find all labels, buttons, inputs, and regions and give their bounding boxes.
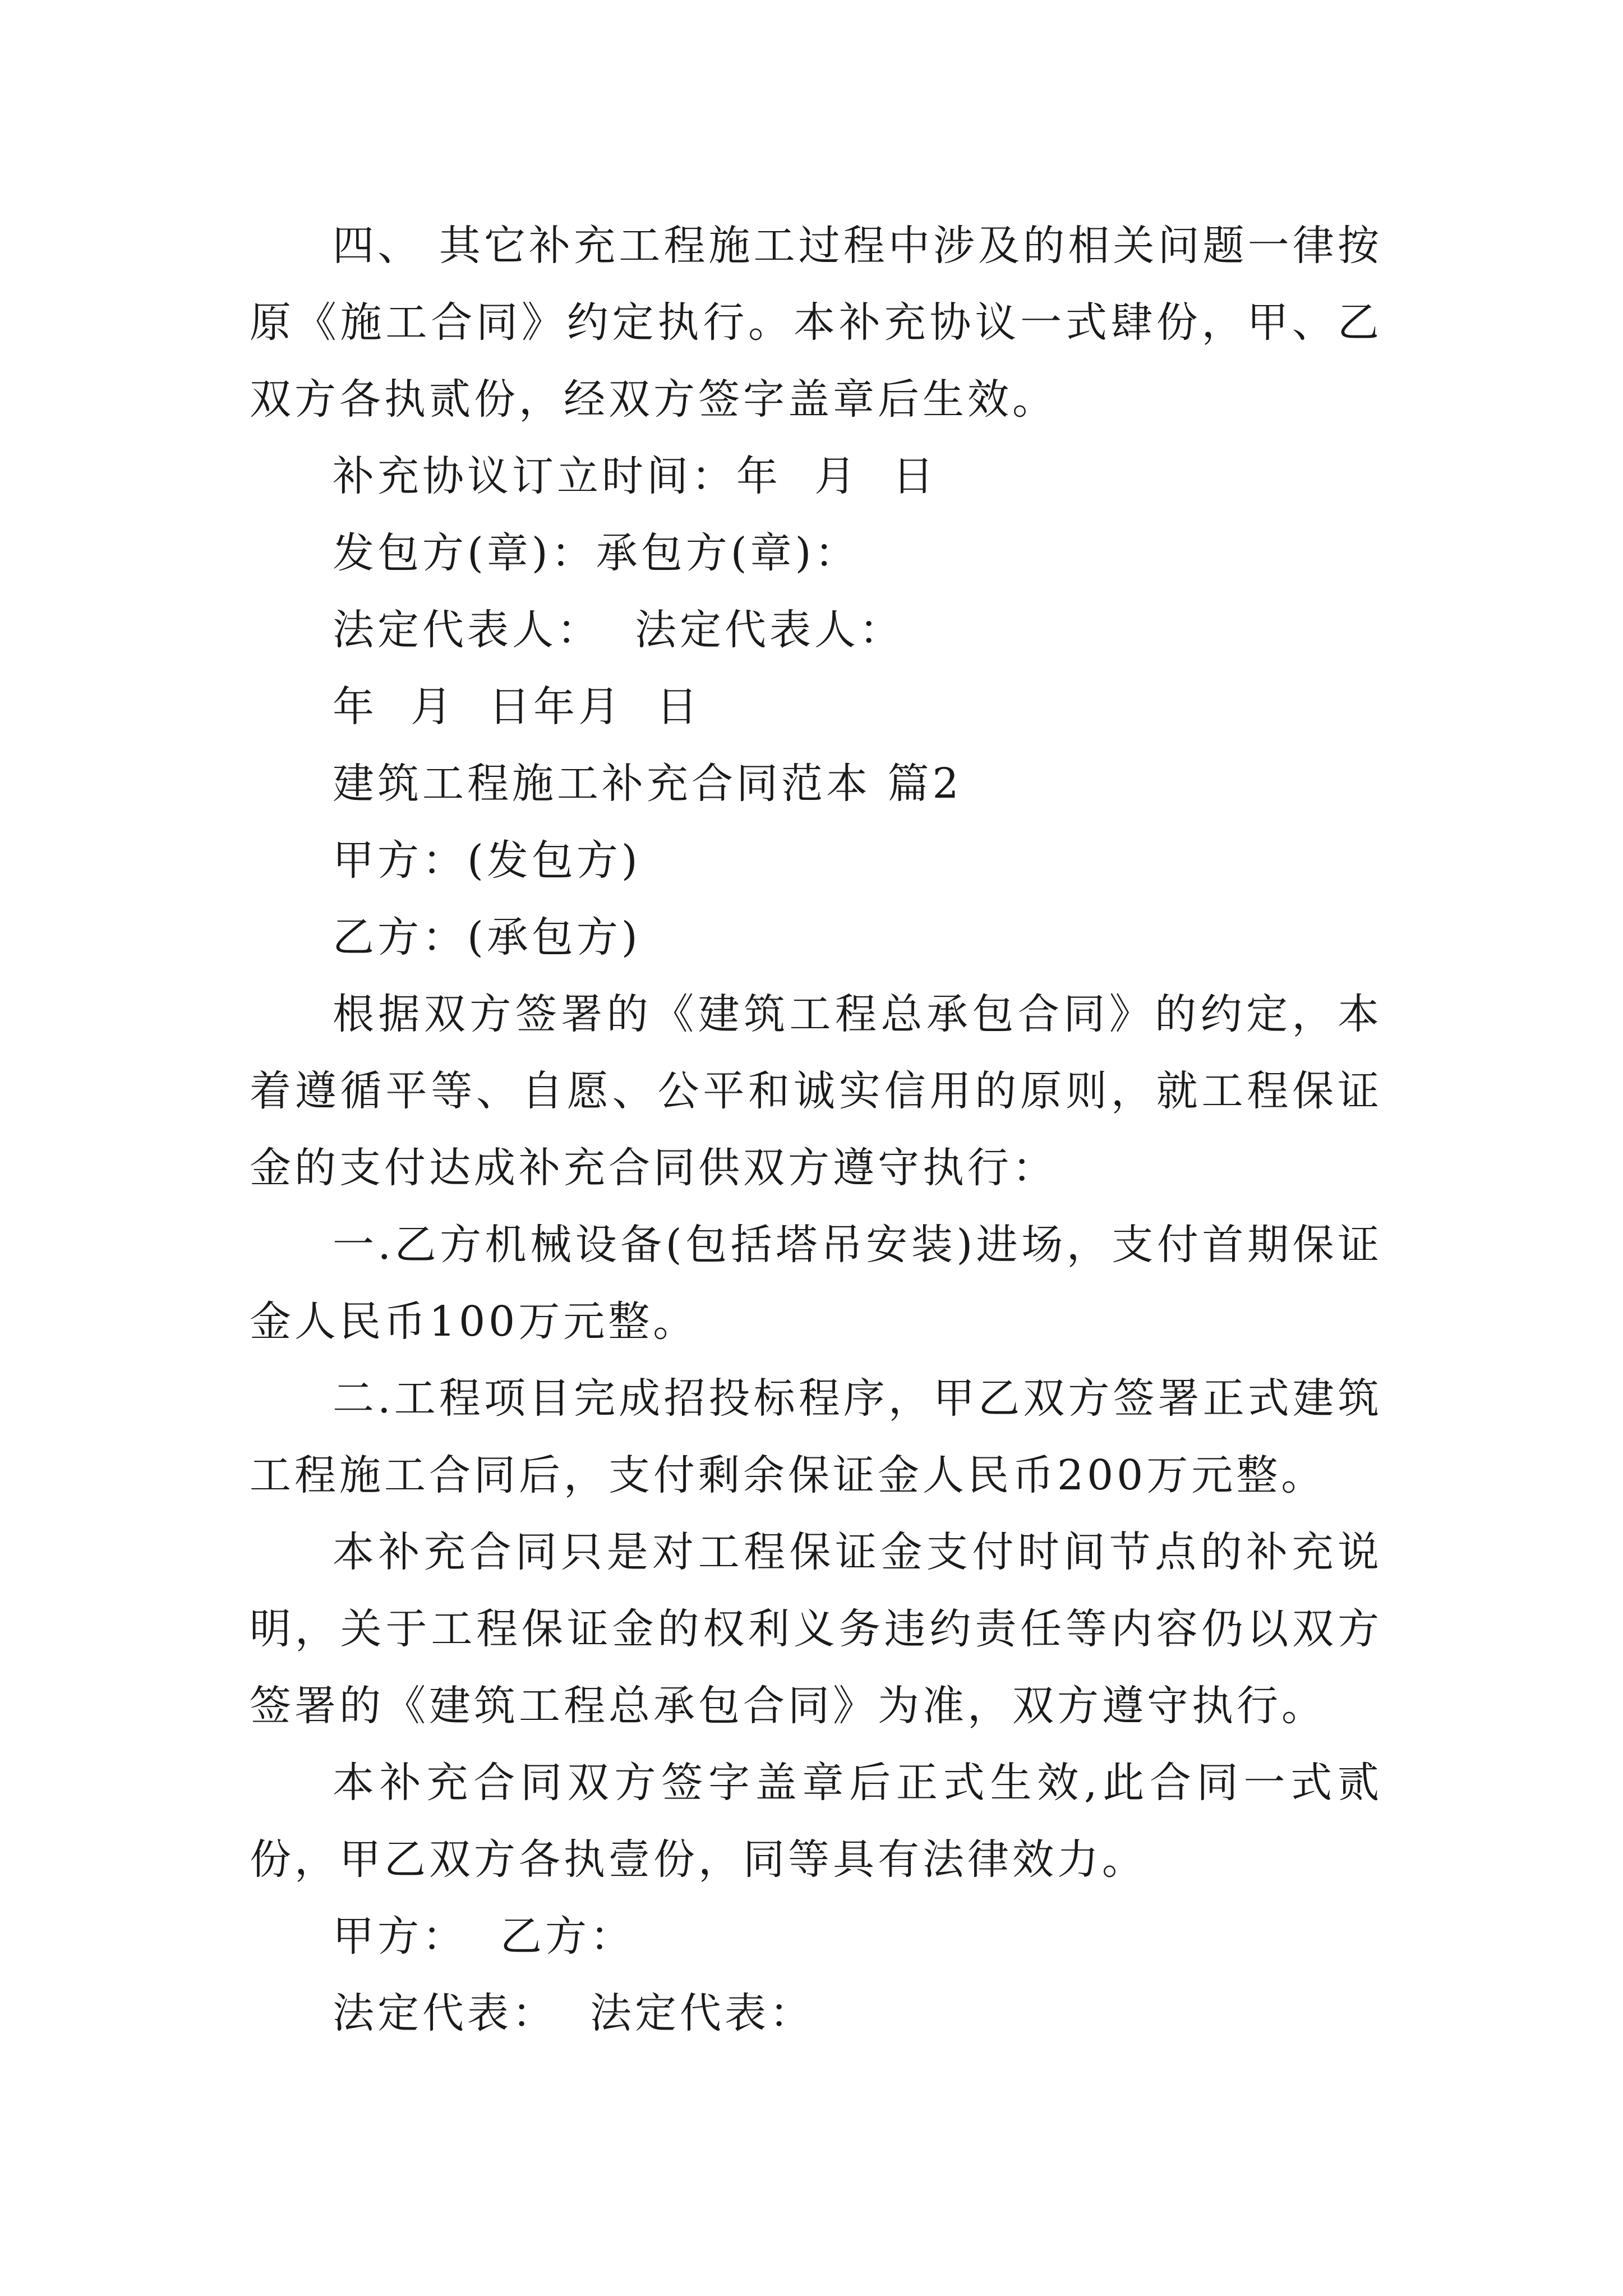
signing-date-line: 补充协议订立时间：年 月 日: [333, 452, 938, 500]
explanation-paragraph: 本补充合同只是对工程保证金支付时间节点的补充说明，关于工程保证金的权利义务违约责任等内容仍以双方签署的《建筑工程总承包合同》为准，双方遵守执行。: [250, 1528, 1382, 1730]
signature-parties-line: 甲方： 乙方：: [333, 1912, 635, 1961]
party-seal-line: 发包方(章)：承包方(章)：: [333, 529, 860, 577]
clause-one-paragraph: 一.乙方机械设备(包括塔吊安装)进场，支付首期保证金人民币100万元整。: [250, 1221, 1382, 1346]
preamble-paragraph: 根据双方签署的《建筑工程总承包合同》的约定，本着遵循平等、自愿、公平和诚实信用的原则，就工程保证金的支付达成补充合同供双方遵守执行：: [250, 990, 1382, 1192]
party-b-line: 乙方：(承包方): [333, 913, 641, 961]
clause-two-paragraph: 二.工程项目完成招投标程序，甲乙双方签署正式建筑工程施工合同后，支付剩余保证金人民币200万元整。: [250, 1374, 1382, 1499]
date-line: 年 月 日年月 日: [333, 683, 702, 731]
legal-representative-line: 法定代表人： 法定代表人：: [333, 606, 905, 654]
signature-representative-line: 法定代表： 法定代表：: [333, 1989, 815, 2037]
clause-four-paragraph: 四、 其它补充工程施工过程中涉及的相关问题一律按原《施工合同》约定执行。本补充协议一式肆份，甲、乙双方各执贰份，经双方签字盖章后生效。: [250, 222, 1382, 424]
party-a-line: 甲方：(发包方): [333, 836, 641, 885]
effectiveness-paragraph: 本补充合同双方签字盖章后正式生效,此合同一式贰份，甲乙双方各执壹份，同等具有法律效力。: [250, 1759, 1382, 1884]
document-body: [250, 208, 1382, 2052]
section-heading: 建筑工程施工补充合同范本 篇2: [333, 760, 962, 808]
